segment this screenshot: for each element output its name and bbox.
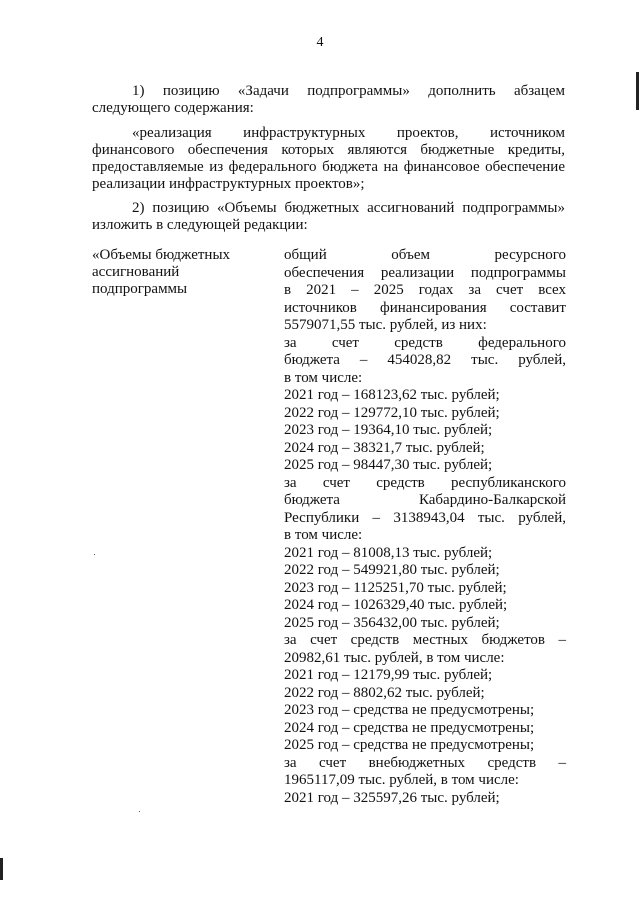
table-value-line: 2024 год – 1026329,40 тыс. рублей; [284, 597, 508, 613]
table-value-line: 2021 год – 168123,62 тыс. рублей; [284, 387, 500, 403]
table-value-line: 20982,61 тыс. рублей, в том числе: [284, 649, 505, 666]
table-value-line: бюджета – 454028,82 тыс. рублей, [284, 352, 566, 368]
scan-edge-mark-bottom [0, 858, 3, 880]
page-number: 4 [316, 35, 324, 50]
scan-dot [139, 811, 140, 812]
table-value-line: за счет средств федерального [284, 334, 566, 351]
table-value-cell [284, 247, 566, 807]
scan-edge-mark [636, 72, 639, 110]
table-value-line: Республики – 3138943,04 тыс. рублей, [284, 509, 566, 526]
table-value-line: источников финансирования составит [284, 299, 566, 316]
table-value-line: за счет средств республиканского [284, 474, 566, 491]
table-value-line: за счет средств местных бюджетов – [284, 632, 566, 648]
table-value-line: 2025 год – 356432,00 тыс. рублей; [284, 614, 500, 631]
table-value-line: 5579071,55 тыс. рублей, из них: [284, 317, 487, 333]
table-value-line: бюджета Кабардино-Балкарской [284, 492, 566, 508]
table-value-line: 2023 год – 19364,10 тыс. рублей; [284, 422, 493, 438]
table-value-line: 2024 год – 38321,7 тыс. рублей; [284, 439, 485, 456]
paragraph-item-2: 2) позицию «Объемы бюджетных ассигнований подпрограммы» изложить в следующей редакции: [92, 200, 565, 233]
paragraph-item-1: 1) позицию «Задачи подпрограммы» дополнить абзацем следующего содержания: [92, 83, 565, 116]
table-value-line: 2024 год – средства не предусмотрены; [284, 719, 535, 736]
paragraph-item-1-content: «реализация инфраструктурных проектов, источником финансового обеспечения которых являются бюджетные кредиты, предоставляемые из федерального бюджета на финансовое обеспечение реализации инфраструктурных проектов»; [92, 125, 565, 192]
table-value-line: 2022 год – 8802,62 тыс. рублей; [284, 684, 485, 701]
table-value-line: 2025 год – 98447,30 тыс. рублей; [284, 457, 493, 473]
table-label-cell: «Объемы бюджетных ассигнований подпрограммы [92, 247, 231, 297]
table-value-line: 2022 год – 129772,10 тыс. рублей; [284, 404, 500, 421]
table-value-line: 2021 год – 12179,99 тыс. рублей; [284, 667, 493, 683]
table-value-line: 2021 год – 325597,26 тыс. рублей; [284, 789, 500, 806]
table-value-line: 2022 год – 549921,80 тыс. рублей; [284, 562, 500, 578]
table-value-line: 2023 год – 1125251,70 тыс. рублей; [284, 579, 507, 596]
table-value-line: 2025 год – средства не предусмотрены; [284, 737, 535, 753]
table-value-line: за счет внебюджетных средств – [284, 754, 566, 771]
table-value-line: в том числе: [284, 369, 363, 386]
table-value-line: 2021 год – 81008,13 тыс. рублей; [284, 544, 493, 561]
table-value-line: обеспечения реализации подпрограммы [284, 264, 566, 281]
table-value-line: 2023 год – средства не предусмотрены; [284, 702, 535, 718]
table-value-line: общий объем ресурсного [284, 247, 566, 263]
scan-dot [94, 554, 95, 555]
table-value-line: 1965117,09 тыс. рублей, в том числе: [284, 772, 519, 788]
table-value-line: в 2021 – 2025 годах за счет всех [284, 282, 566, 298]
table-value-line: в том числе: [284, 527, 363, 543]
